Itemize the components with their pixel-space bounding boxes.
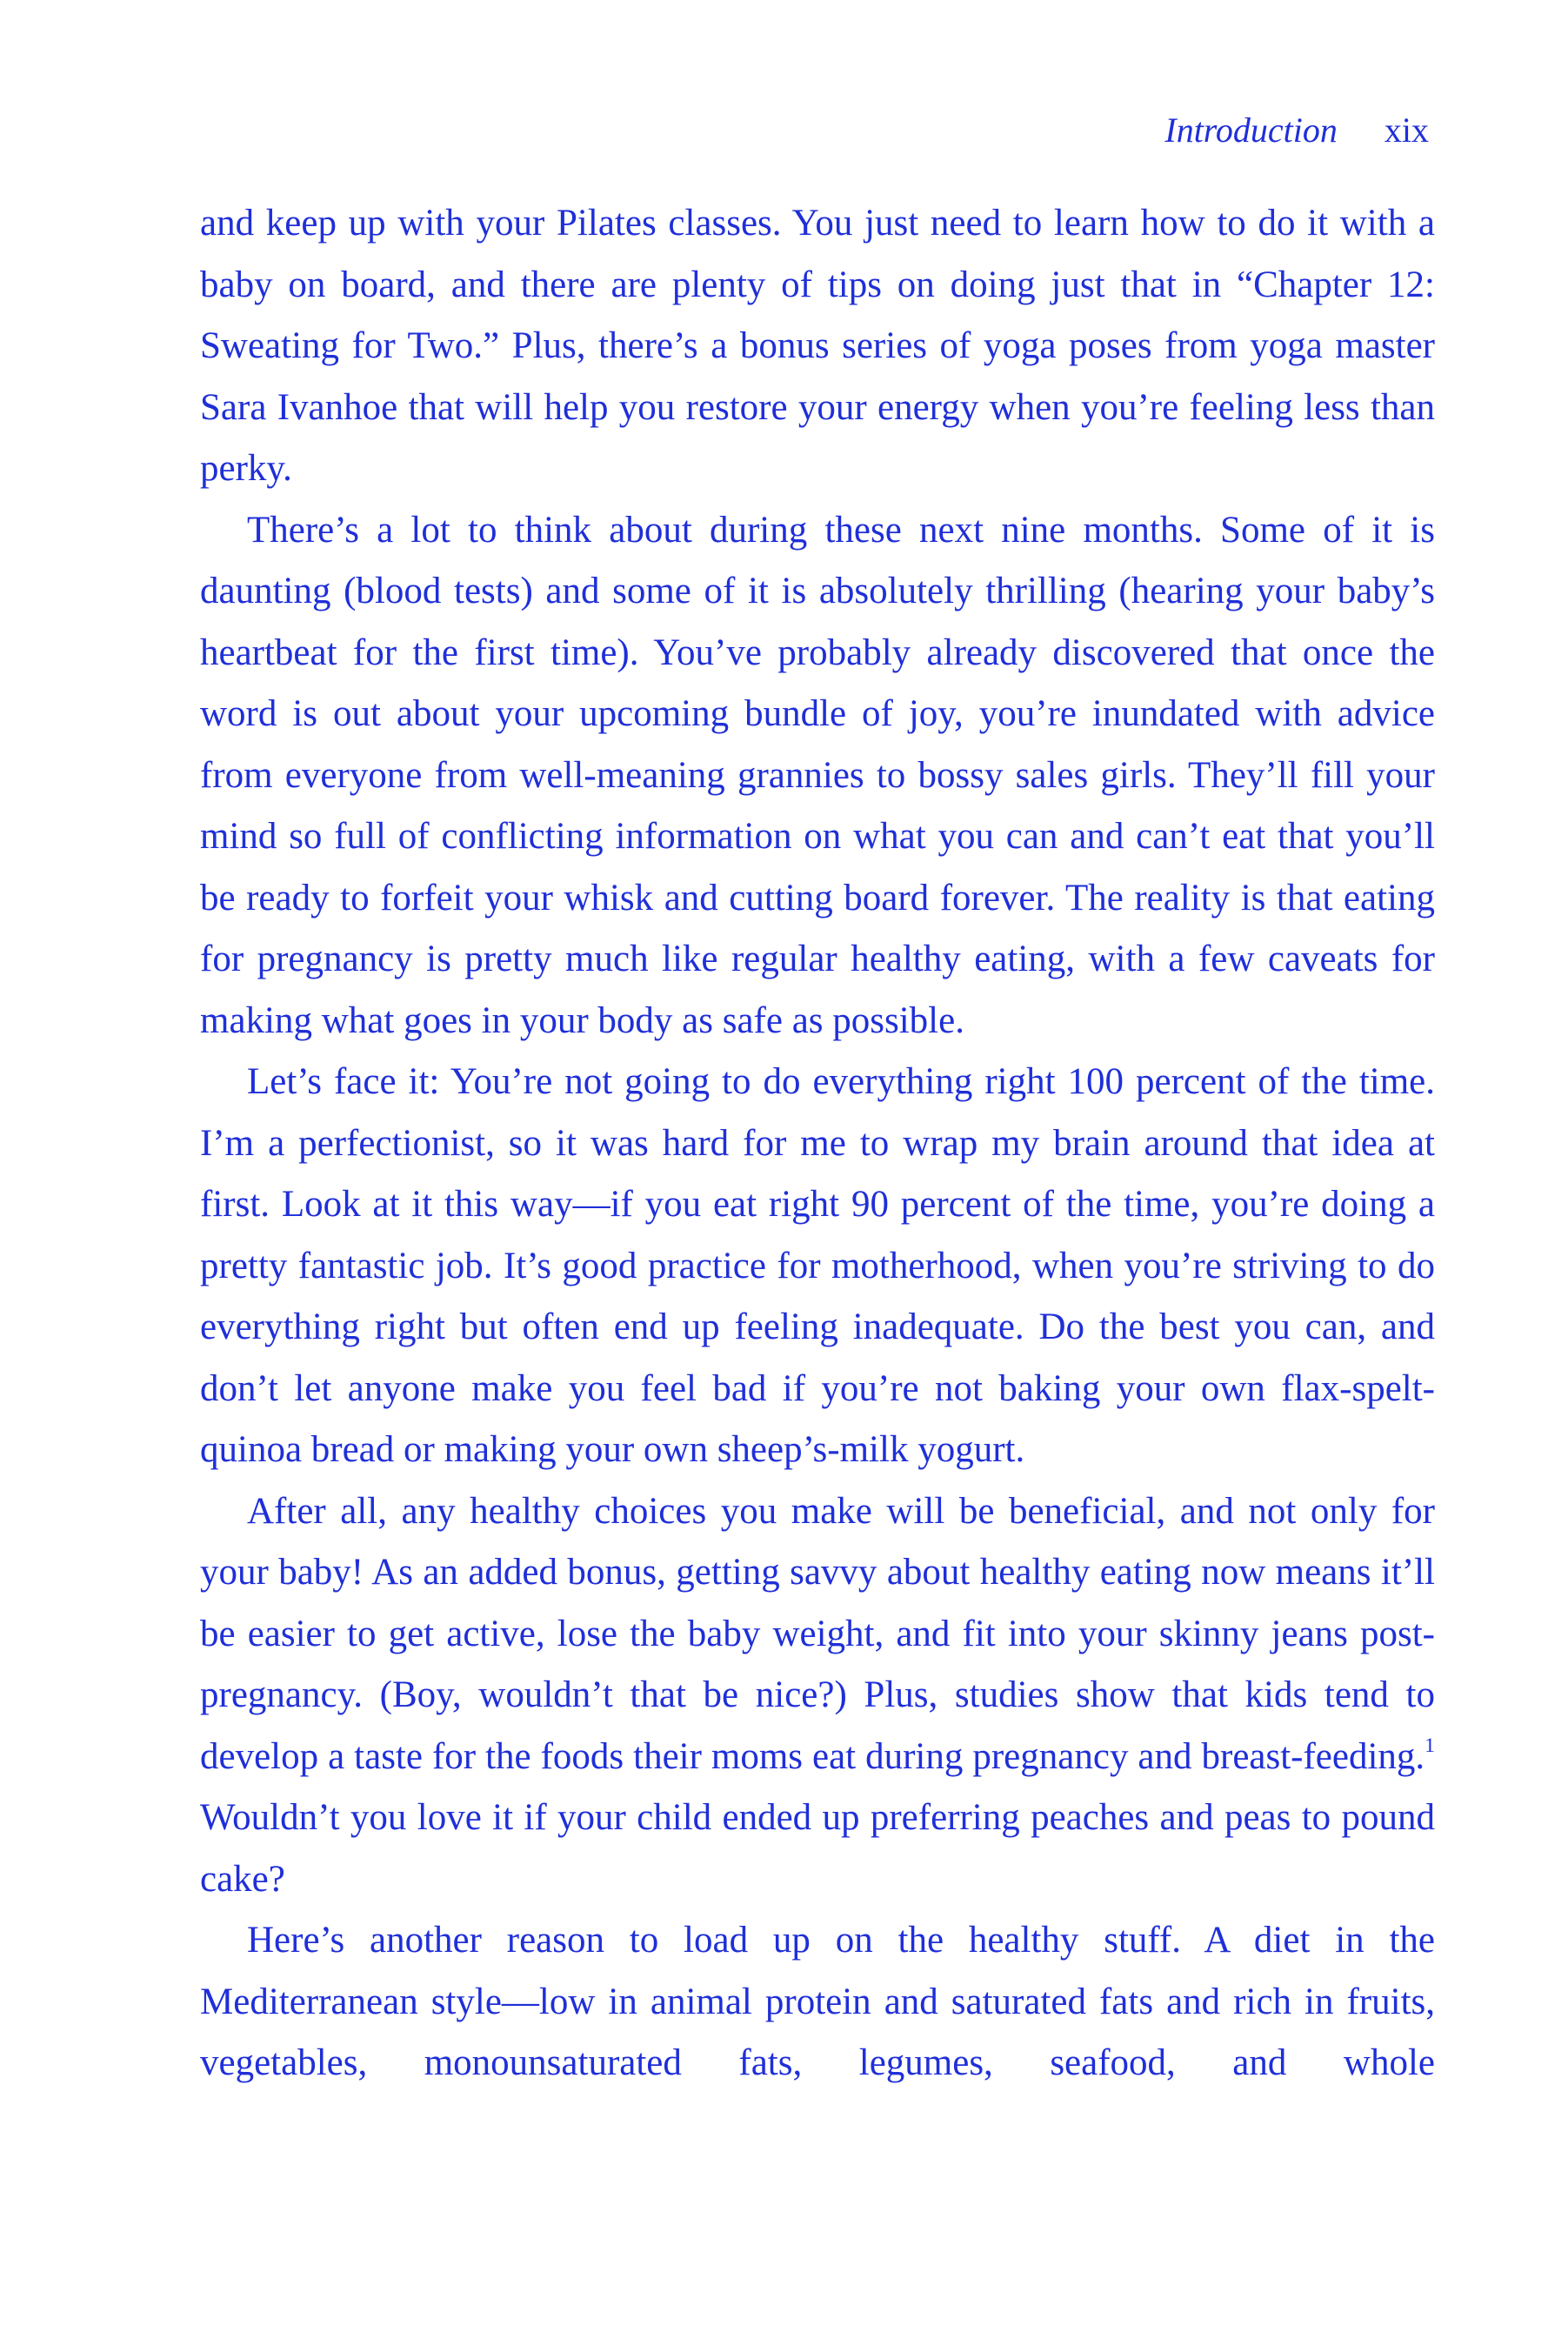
paragraph-text: After all, any healthy choices you make will be beneficial, and not only for your baby! As an added bonus, getting savvy about healthy eating now means it’ll be easier to get active, lose the baby weight, and fit into your skinny jeans post-pregnancy. (Boy, wouldn’t that be nice?) Plus, studies show that kids tend to develop a taste for the foods their moms eat during pregnancy and breast-feeding. bbox=[200, 1490, 1435, 1777]
paragraph-text: Wouldn’t you love it if your child ended up preferring peaches and peas to pound cake? bbox=[200, 1797, 1435, 1900]
paragraph: Let’s face it: You’re not going to do everything right 100 percent of the time. I’m a perfectionist, so it was hard for me to wrap my brain around that idea at first. Look at it this way—if you eat right 90 percent of the time, you’re doing a pretty fantastic job. It’s good practice for motherhood, when you’re striving to do everything right but often end up feeling inadequate. Do the best you can, and don’t let anyone make you feel bad if you’re not baking your own flax-spelt-quinoa bread or making your own sheep’s-milk yogurt. bbox=[200, 1061, 1435, 1470]
running-head-section-title: Introduction bbox=[1164, 110, 1338, 150]
footnote-reference: 1 bbox=[1425, 1734, 1435, 1757]
paragraph-continues-next-page: Here’s another reason to load up on the healthy stuff. A diet in the Mediterranean style—low in animal protein and saturated fats and rich in fruits, vegetables, monounsaturated fats, legumes, seafood, and whole bbox=[200, 1920, 1435, 2083]
paragraph-with-footnote bbox=[200, 1481, 1435, 1911]
paragraph-continued: and keep up with your Pilates classes. You just need to learn how to do it with a baby on board, and there are plenty of tips on doing just that in “Chapter 12: Sweating for Two.” Plus, there’s a bonus series of yoga poses from yoga master Sara Ivanhoe that will help you restore your energy when you’re feeling less than perky. bbox=[200, 203, 1435, 489]
page-number: xix bbox=[1384, 110, 1429, 150]
running-head bbox=[1164, 106, 1429, 155]
body-text bbox=[200, 193, 1435, 2095]
paragraph: There’s a lot to think about during these next nine months. Some of it is daunting (blood tests) and some of it is absolutely thrilling (hearing your baby’s heartbeat for the first time). You’ve probably already discovered that once the word is out about your upcoming bundle of joy, you’re inundated with advice from everyone from well-meaning grannies to bossy sales girls. They’ll fill your mind so full of conflicting information on what you can and can’t eat that you’ll be ready to forfeit your whisk and cutting board forever. The reality is that eating for pregnancy is pretty much like regular healthy eating, with a few caveats for making what goes in your body as safe as possible. bbox=[200, 509, 1435, 1041]
